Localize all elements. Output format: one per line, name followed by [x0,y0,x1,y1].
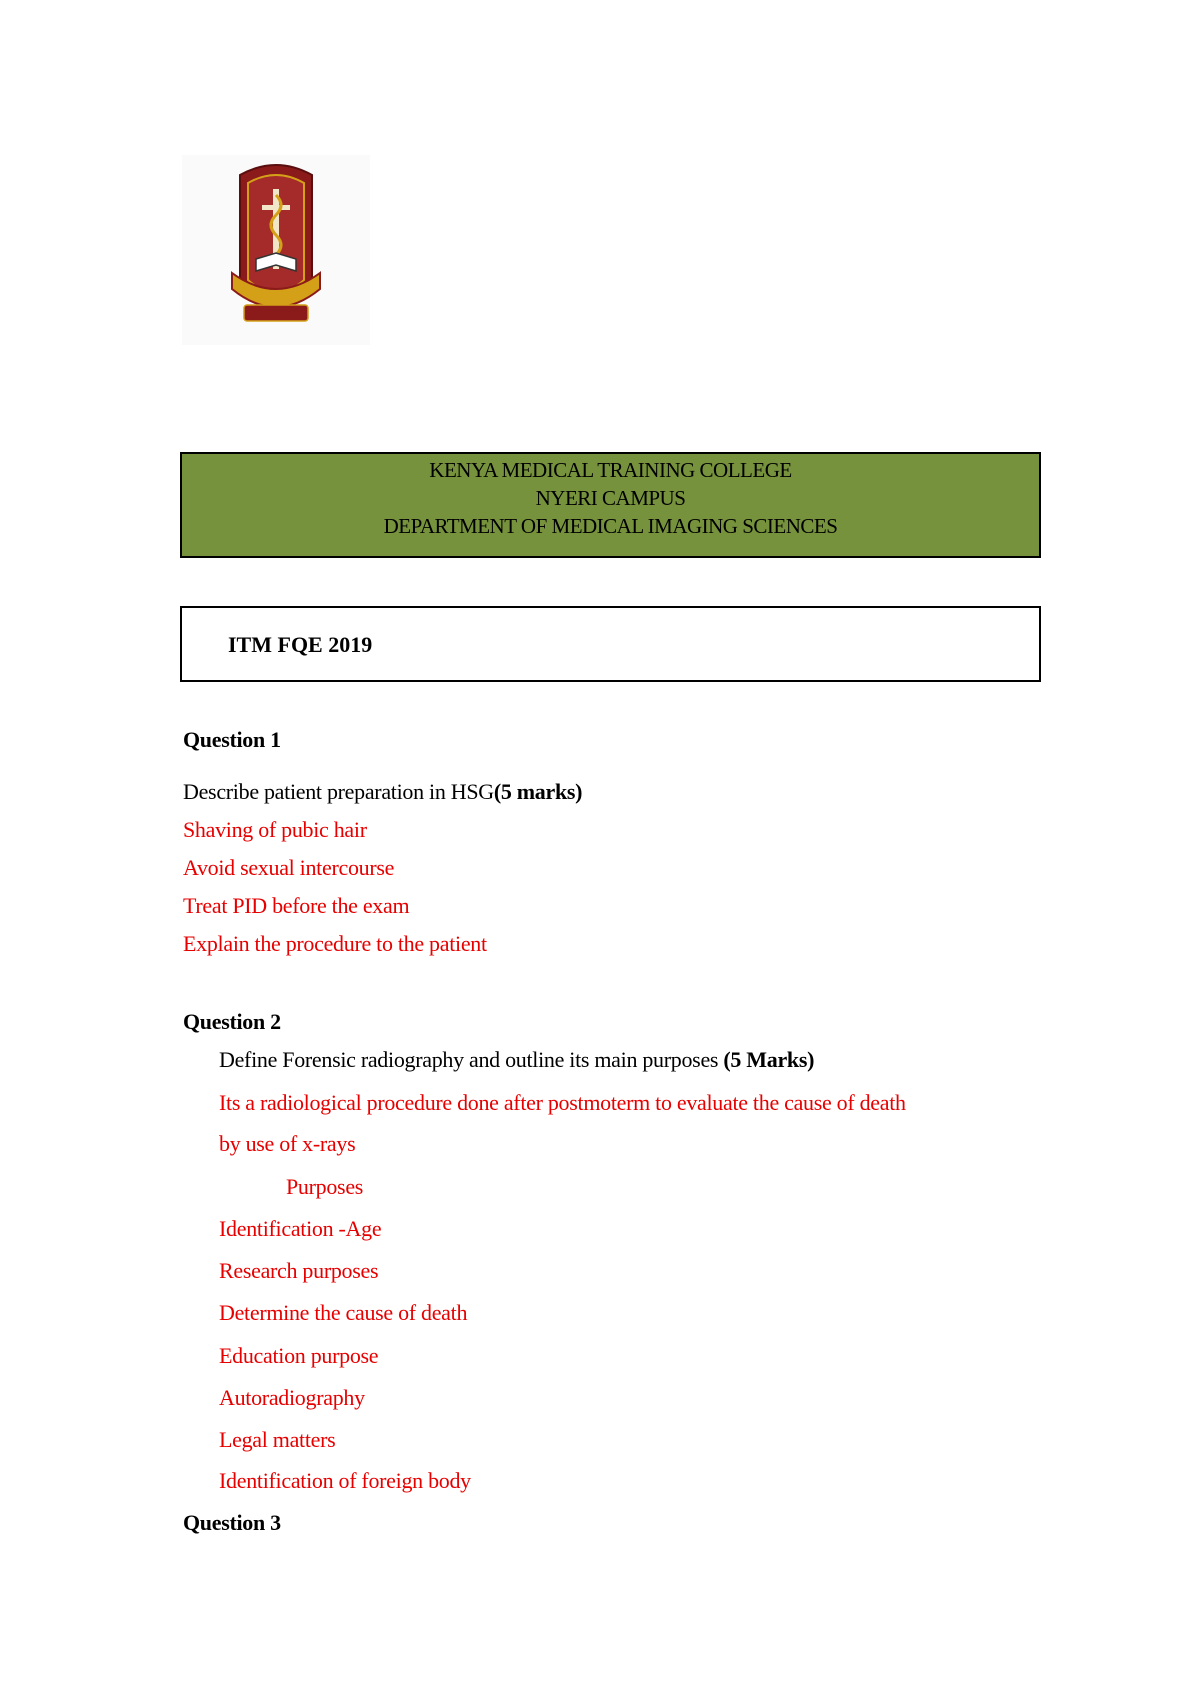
question-1-marks: (5 marks) [493,779,583,804]
q2-purpose-1: Identification -Age [219,1216,382,1241]
q1-answer-4: Explain the procedure to the patient [183,931,487,956]
exam-title: ITM FQE 2019 [228,632,373,657]
question-1-prompt [183,779,582,805]
question-2-heading: Question 2 [183,1009,281,1034]
college-crest-logo [182,155,370,345]
q2-purpose-7: Identification of foreign body [219,1468,471,1493]
q2-purposes-label: Purposes [286,1174,364,1199]
q2-purpose-4: Education purpose [219,1343,379,1368]
q1-answer-3: Treat PID before the exam [183,893,410,918]
exam-title-box [180,606,1041,682]
question-2-marks: (5 Marks) [723,1047,815,1072]
question-3-heading: Question 3 [183,1510,281,1535]
college-header-box [180,452,1041,558]
question-1-text: Describe patient preparation in HSG [183,779,494,804]
question-2-prompt [219,1047,814,1073]
q2-purpose-3: Determine the cause of death [219,1300,468,1325]
college-name: KENYA MEDICAL TRAINING COLLEGE [429,458,792,482]
q2-purpose-5: Autoradiography [219,1385,365,1410]
q2-definition-line-2: by use of x-rays [219,1131,356,1156]
department-name: DEPARTMENT OF MEDICAL IMAGING SCIENCES [383,514,838,538]
question-2-text: Define Forensic radiography and outline its main purposes [219,1047,724,1072]
question-1-heading: Question 1 [183,727,281,752]
q2-definition-line-1: Its a radiological procedure done after postmoterm to evaluate the cause of death [219,1090,906,1115]
q1-answer-2: Avoid sexual intercourse [183,855,395,880]
college-crest-icon [182,155,370,345]
q2-purpose-6: Legal matters [219,1427,336,1452]
campus-name: NYERI CAMPUS [535,486,686,510]
q2-purpose-2: Research purposes [219,1258,379,1283]
q1-answer-1: Shaving of pubic hair [183,817,367,842]
